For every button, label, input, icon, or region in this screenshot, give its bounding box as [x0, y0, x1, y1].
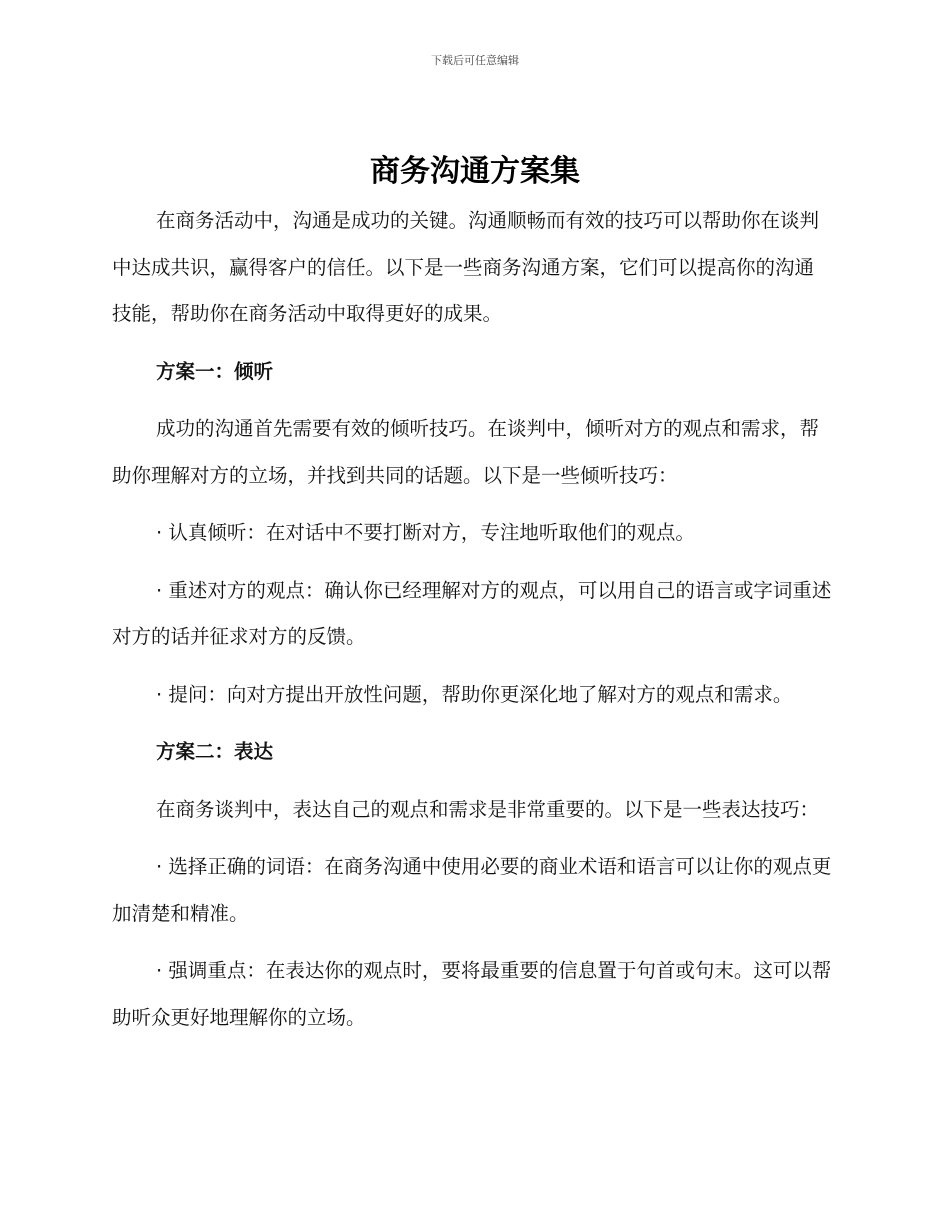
bullet-item-listen-carefully: · 认真倾听：在对话中不要打断对方，专注地听取他们的观点。 — [156, 521, 695, 544]
expression-paragraph: 在商务谈判中，表达自己的观点和需求是非常重要的。以下是一些表达技巧： — [156, 797, 820, 821]
bullet-item-emphasis: · 强调重点：在表达你的观点时，要将最重要的信息置于句首或句末。这可以帮助听众更好地理解你的立场。 — [112, 959, 832, 1029]
page-header-note: 下载后可任意编辑 — [431, 54, 519, 67]
document-body — [112, 198, 832, 1052]
intro-paragraph: 在商务活动中，沟通是成功的关键。沟通顺畅而有效的技巧可以帮助你在谈判中达成共识，赢得客户的信任。以下是一些商务沟通方案，它们可以提高你的沟通技能，帮助你在商务活动中取得更好的成果。 — [112, 209, 820, 325]
bullet-item-restate: · 重述对方的观点：确认你已经理解对方的观点，可以用自己的语言或字词重述对方的话并征求对方的反馈。 — [112, 578, 832, 648]
section-heading-expression: 方案二：表达 — [156, 740, 274, 763]
bullet-item-ask-questions: · 提问：向对方提出开放性问题，帮助你更深化地了解对方的观点和需求。 — [156, 682, 793, 706]
bullet-item-word-choice: · 选择正确的词语：在商务沟通中使用必要的商业术语和语言可以让你的观点更加清楚和精准。 — [112, 855, 832, 925]
document-title: 商务沟通方案集 — [370, 154, 580, 189]
section-heading-listening: 方案一：倾听 — [156, 359, 274, 383]
listening-paragraph: 成功的沟通首先需要有效的倾听技巧。在谈判中，倾听对方的观点和需求，帮助你理解对方的立场，并找到共同的话题。以下是一些倾听技巧： — [112, 417, 820, 487]
